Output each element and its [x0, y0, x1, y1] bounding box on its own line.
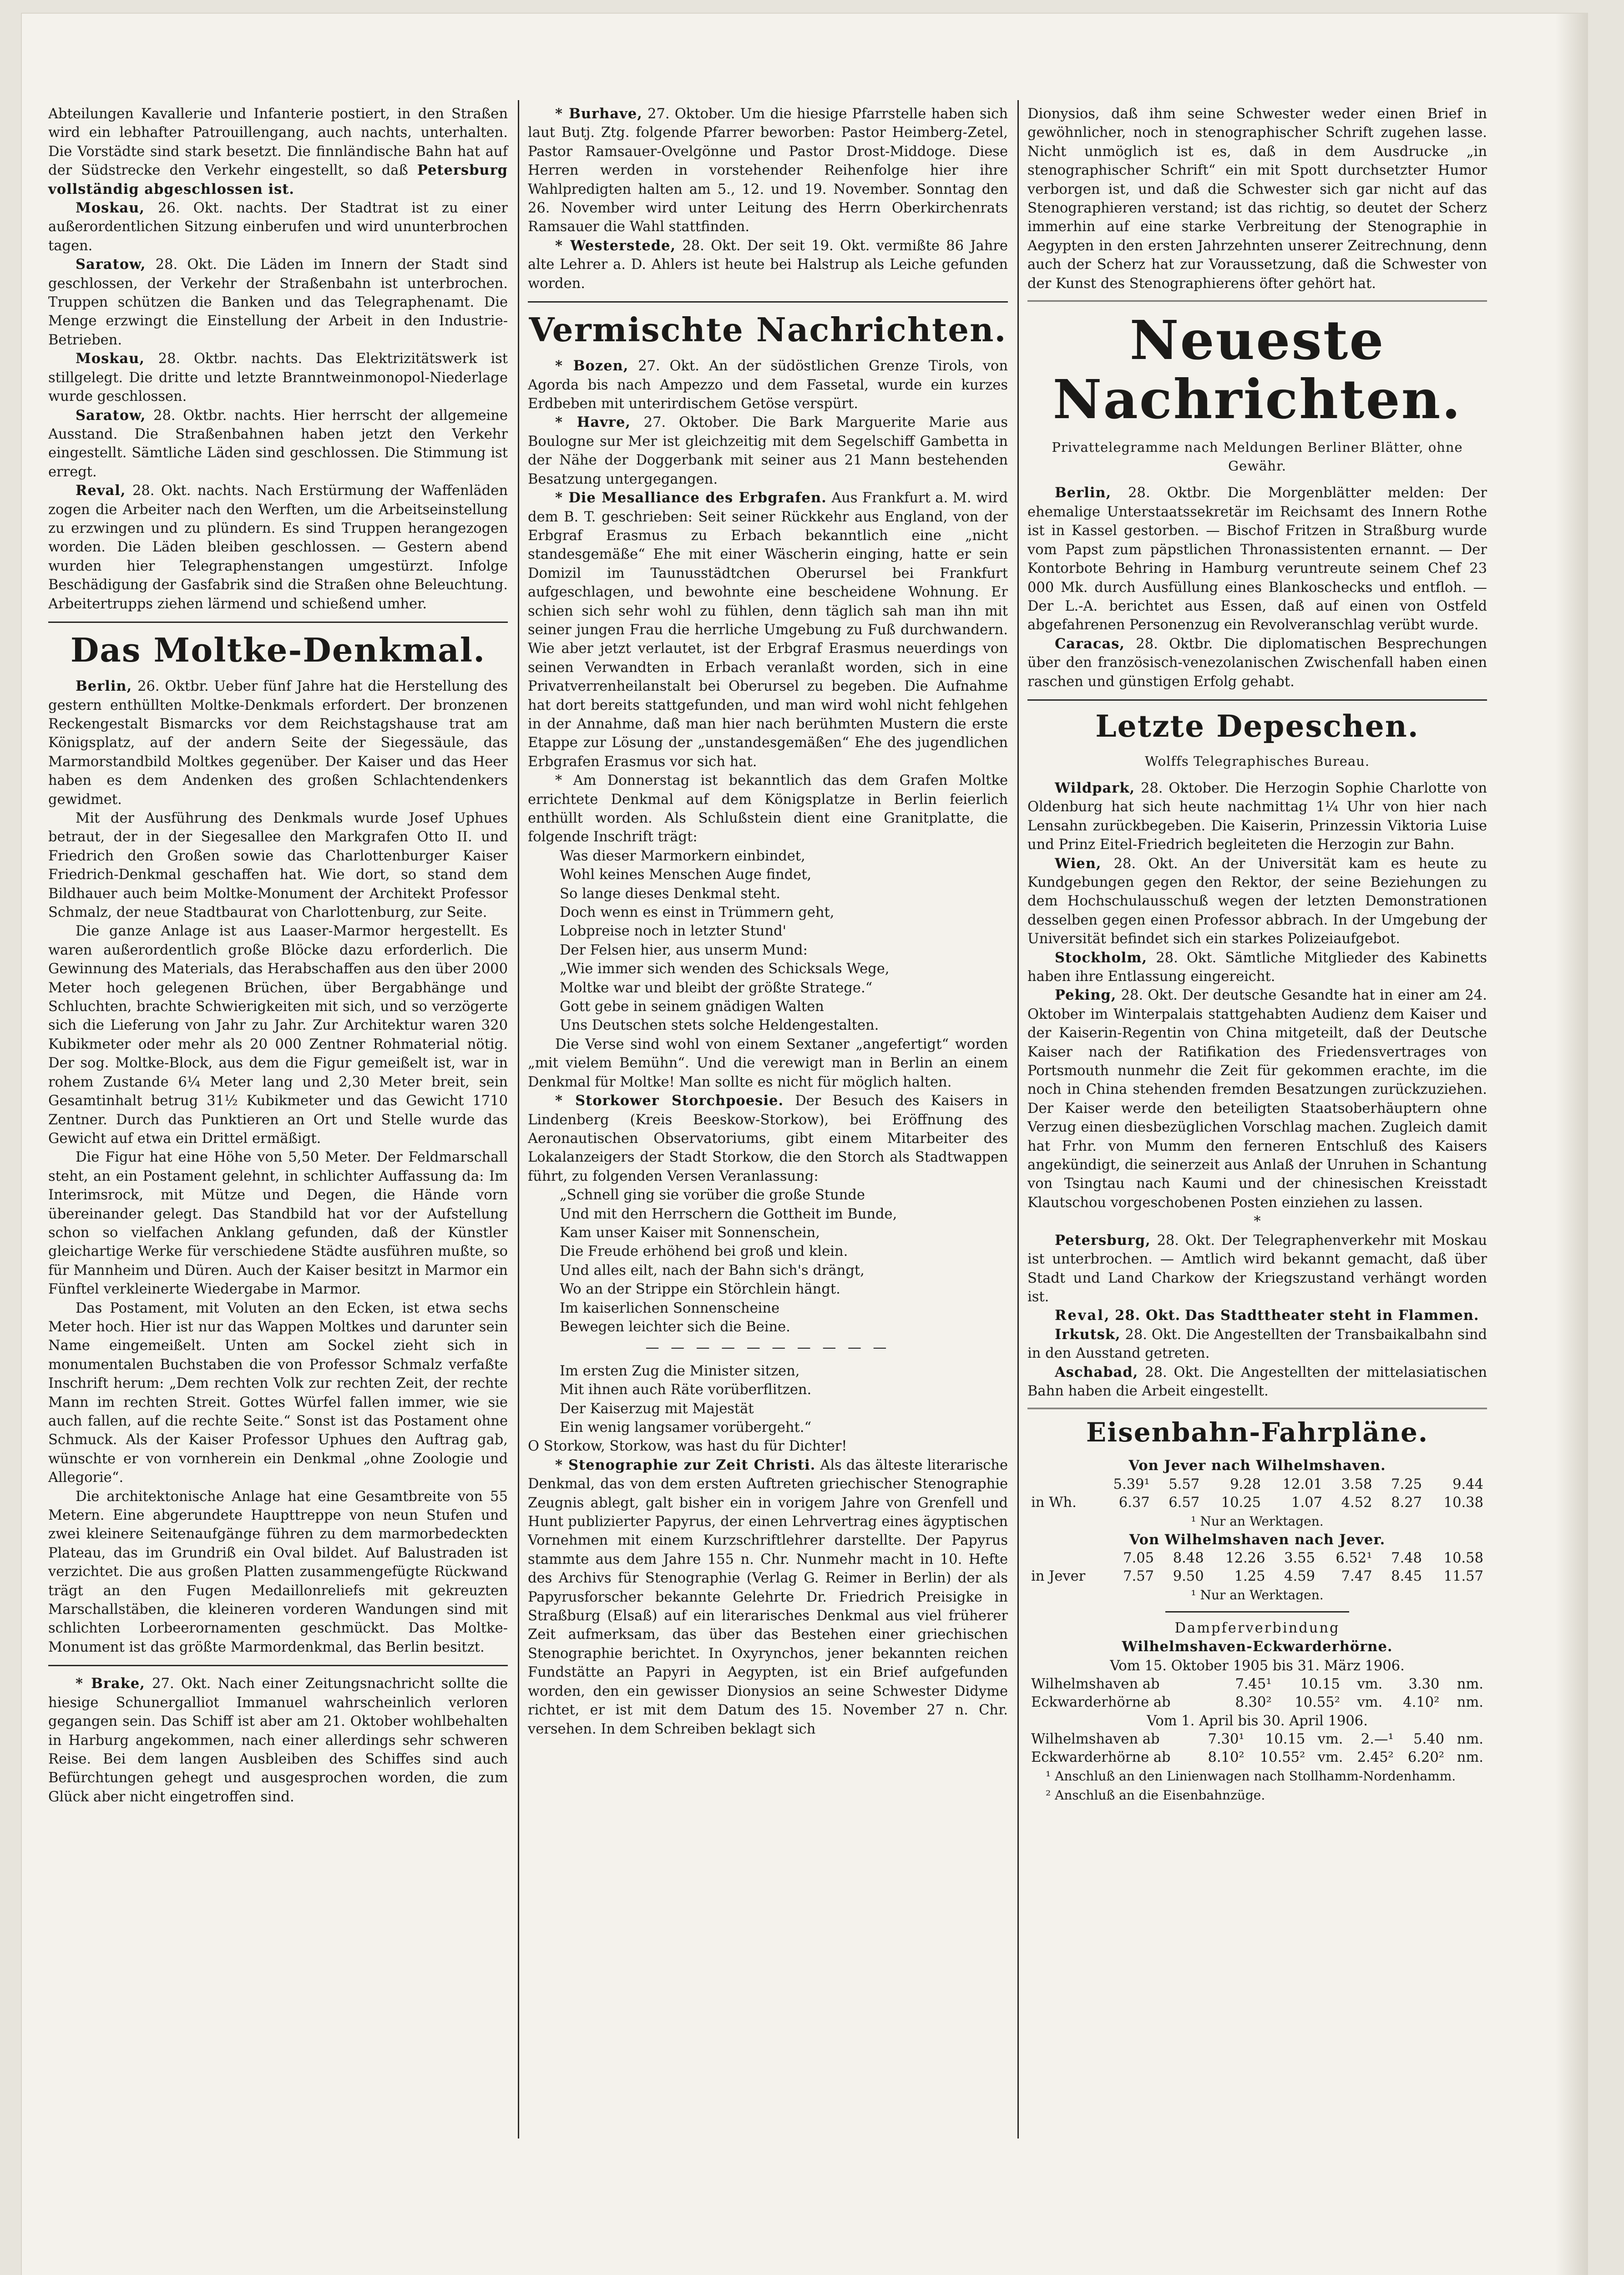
poem-line: Moltke war und bleibt der größte Stratege.“	[560, 980, 873, 996]
ferry-table-2	[1027, 1730, 1487, 1767]
news-stockholm: Stockholm, 28. Okt. Sämtliche Mitglieder des Kabinetts haben ihre Entlassung eingereicht.	[1027, 949, 1487, 985]
stenographie-continuation: Dionysios, daß ihm seine Schwester weder einen Brief in gewöhnlicher, noch in stenographischer Schrift zugehen lasse. Nicht unmöglich ist es, daß in dem Ausdrucke „in stenographischer Schrift“ ein mit Spott durchsetzter Humor verborgen ist, und daß die Schwester sich gar nicht auf das Stenographieren verstand; ist das richtig, so deutet der Scherz immerhin auf eine starke Verbreitung der Stenographie in Aegypten in den ersten Jahrzehnten unserer Zeitrechnung, denn auch der Scherz hat zur Voraussetzung, daß die Schwester von der Kunst des Stenographierens öfter gehört hat.	[1027, 106, 1487, 292]
timetable-cell: 8.27	[1391, 1494, 1422, 1511]
news-wildpark: Wildpark, 28. Oktober. Die Herzogin Sophie Charlotte von Oldenburg hat sich heute nachmittag 1¼ Uhr von hier nach Lensahn zurückbegeben. Die Kaiserin, Prinzessin Viktoria Luise und Prinz Eitel-Friedrich begleiteten die Herzogin zur Bahn.	[1027, 779, 1487, 853]
poem-line: Lobpreise noch in letzter Stund'	[560, 923, 787, 940]
news-bozen: * Bozen, 27. Okt. An der südöstlichen Grenze Tirols, von Agorda bis nach Ampezzo und dem Fassetal, wurde ein kurzes Erdbeben mit unterirdischem Getöse verspürt.	[528, 358, 1008, 412]
heading-letzte-depeschen: Letzte Depeschen.	[1095, 708, 1419, 744]
article-stenographie: * Stenographie zur Zeit Christi. Als das älteste literarische Denkmal, das von dem ersten Auftreten griechischer Stenographie Zeugnis ablegt, galt bisher ein in vorigem Jahre von Grenfell und Hunt publizierter Papyrus, der einen Lehrvertrag eines ägyptischen Vornehmen mit einem Kurzschriftlehrer darstellte. Der Papyrus stammte aus dem Jahre 155 n. Chr. Nunmehr macht in 10. Hefte des Archivs für Stenographie (Verlag G. Reimer in Berlin) der als Papyrusforscher bekannte Gelehrte Dr. Friedrich Preisigke in Straßburg (Elsaß) auf ein literarisches Denkmal aus viel früherer Zeit aufmerksam, das über das Bestehen einer griechischen Stenographie berichtet. In Oxyrynchos, jener bekannten reichen Fundstätte an Papyri in Aegypten, ist ein Brief aufgefunden worden, den ein gewisser Dionysios an seine Schwester Didyme richtet, er ist mit dem Datum des 15. November 27 n. Chr. versehen. In dem Schreiben beklagt sich	[528, 1456, 1008, 1737]
poem-line: Und mit den Herrschern die Gottheit im Bunde,	[560, 1206, 897, 1222]
ferry-table-1	[1027, 1675, 1487, 1712]
poem-line: „Wie immer sich wenden des Schicksals Wege,	[560, 961, 890, 977]
timetable-cell: nm.	[1457, 1676, 1483, 1692]
poem-line: So lange dieses Denkmal steht.	[560, 885, 780, 902]
news-wien: Wien, 28. Okt. An der Universität kam es heute zu Kundgebungen gegen den Rektor, der seine Beziehungen zu dem Hochschulausschuß wegen der letzten Demonstrationen desselben gegen einen Professor abbrach. In der Umgebung der Universität befindet sich ein starkes Polizeiaufgebot.	[1027, 855, 1487, 947]
timetable-cell: 7.57	[1123, 1568, 1154, 1585]
timetable-cell: 2.—¹	[1361, 1731, 1394, 1748]
divider	[1027, 699, 1487, 701]
timetable-cell: nm.	[1457, 1694, 1483, 1710]
timetable-cell: 5.57	[1169, 1476, 1200, 1492]
period-2: Vom 1. April bis 30. April 1906.	[1147, 1713, 1368, 1729]
poem-line: Und alles eilt, nach der Bahn sich's drängt,	[560, 1262, 865, 1279]
timetable-cell: vm.	[1317, 1749, 1343, 1766]
timetable-cell: 10.38	[1443, 1494, 1483, 1511]
news-aschabad: Aschabad, 28. Okt. Die Angestellten der mittelasiatischen Bahn haben die Arbeit eingestellt.	[1027, 1364, 1487, 1399]
heading-fahrplaene: Eisenbahn-Fahrpläne.	[1086, 1417, 1429, 1448]
poem-line: Der Felsen hier, aus unserm Mund:	[560, 942, 808, 958]
section-asterisk: *	[1254, 1213, 1261, 1230]
timetable-jever	[1027, 1476, 1487, 1512]
timetable-cell: 7.48	[1391, 1550, 1422, 1567]
timetable-cell: Wilhelmshaven ab	[1031, 1676, 1160, 1692]
news-berlin: Berlin, 28. Oktbr. Die Morgenblätter melden: Der ehemalige Unterstaatssekretär im Reichsamt des Innern Rothe ist in Kassel gestorben. — Bischof Fritzen in Straßburg wurde vom Papst zum päpstlichen Thronassistenten ernannt. — Der Kontorbote Behring in Hamburg veruntreute seinem Chef 23 000 Mk. durch Ausfüllung eines Blankoschecks und entfloh. — Der L.-A. berichtet aus Essen, daß auf einen von Ostfeld abgefahrenen Personenzug ein Revolveranschlag verübt wurde.	[1027, 485, 1487, 633]
timetable-cell: 5.39¹	[1113, 1476, 1150, 1492]
divider	[1165, 1611, 1349, 1613]
timetable-cell: 8.10²	[1208, 1749, 1245, 1766]
timetable-cell: 1.07	[1291, 1494, 1322, 1511]
timetable-cell: 1.25	[1234, 1568, 1265, 1585]
heading-moltke-denkmal: Das Moltke-Denkmal.	[70, 630, 486, 669]
article-moltke-inscription: * Am Donnerstag ist bekanntlich das dem Grafen Moltke errichtete Denkmal auf dem Königsplatze in Berlin feierlich enthüllt worden. Als Schlußstein dient eine Granitplatte, die folgende Inschrift trägt:	[528, 773, 1008, 845]
route-eckwarderhoerne: Wilhelmshaven-Eckwarderhörne.	[1122, 1638, 1393, 1655]
poem-storkow-1	[528, 1186, 1008, 1336]
timetable-cell: 10.25	[1221, 1494, 1261, 1511]
subheading-wolffs: Wolffs Telegraphisches Bureau.	[1144, 753, 1370, 769]
moltke-paragraph-6: Die architektonische Anlage hat eine Gesamtbreite von 55 Metern. Eine abgerundete Haupttreppe von neun Stufen und zwei kleinere Seitenaufgänge führen zu dem marmorbedeckten Plateau, das im Grundriß ein Oval bildet. Auf Balustraden ist verzichtet. Die aus großen Platten zusammengefügte Rückwand trägt an den Fugen Medaillonreliefs mit gekreuzten Marschallstäben, die kleineren vorderen Wandungen sind mit schlichten Lorbeerornamenten geschmückt. Das Moltke-Monument ist das größte Marmordenkmal, das Berlin besitzt.	[48, 1488, 508, 1655]
timetable-cell: 7.25	[1391, 1476, 1422, 1492]
news-westerstede: * Westerstede, 28. Okt. Der seit 19. Okt. vermißte 86 Jahre alte Lehrer a. D. Ahlers ist heute bei Halstrup als Leiche gefunden worden.	[528, 237, 1008, 292]
timetable-cell: 10.55²	[1260, 1749, 1305, 1766]
news-havre: * Havre, 27. Oktober. Die Bark Marguerite Marie aus Boulogne sur Mer ist gleichzeitig mit dem Segelschiff Gambetta in der Nähe der Doggerbank mit seiner aus 21 Mann bestehenden Besatzung untergegangen.	[528, 414, 1008, 487]
poem-line: Doch wenn es einst in Trümmern geht,	[560, 905, 835, 921]
timetable-cell: in Wh.	[1031, 1494, 1077, 1511]
timetable-cell: 8.48	[1173, 1550, 1204, 1567]
timetable-cell: 9.44	[1452, 1476, 1483, 1492]
subheading-privattelegramme: Privattelegramme nach Meldungen Berliner Blätter, ohne Gewähr.	[1052, 439, 1463, 474]
news-reval: Reval, 28. Okt. nachts. Nach Erstürmung der Waffenläden zogen die Arbeiter nach den Werften, um die Arbeitseinstellung zu erzwingen und zu plündern. Es sind Truppen herangezogen worden. Die Läden bleiben geschlossen. — Gestern abend wurden hier Telegraphenstangen umgestürzt. Infolge Beschädigung der Gasfabrik sind die Straßen ohne Beleuchtung. Arbeitertrupps ziehen lärmend und schießend umher.	[48, 482, 508, 612]
news-peking: Peking, 28. Okt. Der deutsche Gesandte hat in einer am 24. Oktober im Winterpalais stattgehabten Audienz dem Kaiser und der Kaiserin-Regentin von China mitgeteilt, daß der Deutsche Kaiser nach der Ratifikation des Friedensvertrages von Portsmouth nunmehr die Zeit für gekommen erachte, im die noch in China stehenden fremden Besatzungen zurückzuziehen. Der Kaiser werde den beteiligten Staatsoberhäuptern ohne Verzug einen diesbezüglichen Vorschlag machen. Zugleich damit hat Frhr. von Mumm den ferneren Entschluß des Kaisers angekündigt, die seinerzeit aus Anlaß der Unruhen in Schantung von Tsingtau nach Kaumi und der chinesischen Kreisstadt Klautschou vorgeschobenen Posten einziehen zu lassen.	[1027, 987, 1487, 1211]
timetable-cell: vm.	[1357, 1676, 1383, 1692]
timetable-cell: nm.	[1457, 1731, 1483, 1748]
timetable-cell: 2.45²	[1357, 1749, 1394, 1766]
poem-line: Uns Deutschen stets solche Heldengestalten.	[560, 1017, 879, 1034]
timetable-cell: Eckwarderhörne ab	[1031, 1749, 1171, 1766]
moltke-paragraph-2: Mit der Ausführung des Denkmals wurde Josef Uphues betraut, der in der Siegesallee den Markgrafen Otto II. und Friedrich den Großen sowie das Charlottenburger Kaiser Friedrich-Denkmal geschaffen hat. Wie dort, so stand dem Bildhauer auch beim Moltke-Monument der Architekt Professor Schmalz, der neue Stadtbaurat von Charlottenburg, zur Seite.	[48, 810, 508, 921]
poem-line: Kam unser Kaiser mit Sonnenschein,	[560, 1224, 820, 1241]
poem-line: Wohl keines Menschen Auge findet,	[560, 867, 812, 883]
poem-separator: — — — — — — — — — —	[645, 1340, 890, 1356]
poem-line: Gott gebe in seinem gnädigen Walten	[560, 999, 824, 1015]
timetable-cell: 3.55	[1284, 1550, 1315, 1567]
storkow-closing: O Storkow, Storkow, was hast du für Dichter!	[528, 1438, 847, 1455]
timetable-cell: 10.15	[1265, 1731, 1305, 1748]
timetable-cell: vm.	[1357, 1694, 1383, 1710]
poem-line: Der Kaiserzug mit Majestät	[560, 1400, 754, 1417]
news-burhave: * Burhave, 27. Oktober. Um die hiesige Pfarrstelle haben sich laut Butj. Ztg. folgende Pfarrer beworben: Pastor Heimberg-Zetel, Pastor Ramsauer-Ovelgönne und Pastor Drost-Middoge. Diese Herren werden in vorstehender Reihenfolge hier ihre Wahlpredigten halten am 5., 12. und 19. November. Sonntag den 26. November wird unter Leitung des Herrn Oberkirchenrats Ramsauer die Wahl stattfinden.	[528, 106, 1008, 235]
news-brake: * Brake, 27. Okt. Nach einer Zeitungsnachricht sollte die hiesige Schunergalliot Immanuel wahrscheinlich verloren gegangen sein. Das Schiff ist aber am 21. Oktober wohlbehalten in Harburg angekommen, nach einer allerdings sehr schweren Reise. Bei dem langen Ausbleiben des Schiffes sind auch Befürchtungen gehegt und ausgesprochen worden, die zum Glück aber nicht eingetroffen sind.	[48, 1675, 508, 1805]
moltke-paragraph-1: Berlin, 26. Oktbr. Ueber fünf Jahre hat die Herstellung des gestern enthüllten Moltke-Denkmals erfordert. Der bronzenen Reckengestalt Bismarcks vor dem Reichstagshause trat am Königsplatz, auf der andern Seite der Siegessäule, das Marmorstandbild Moltkes gegenüber. Der Kaiser und das Heer haben es dem Andenken des großen Schlachtendenkers gewidmet.	[48, 678, 508, 808]
timetable-cell: Eckwarderhörne ab	[1031, 1694, 1171, 1710]
article-storkow: * Storkower Storchpoesie. Der Besuch des Kaisers in Lindenberg (Kreis Beeskow-Storkow), bei Eröffnung des Aeronautischen Observatoriums, gibt einem Mitarbeiter des Lokalanzeigers der Stadt Storkow, die den Storch als Stadtwappen führt, zu folgenden Versen Veranlassung:	[528, 1092, 1008, 1184]
page-edge	[1555, 14, 1587, 2275]
timetable-cell: 5.40	[1413, 1731, 1444, 1748]
article-mesalliance: * Die Mesalliance des Erbgrafen. Aus Frankfurt a. M. wird dem B. T. geschrieben: Seit seiner Rückkehr aus England, von der Erbgraf Erasmus zu Erbach bekanntlich eine „nicht standesgemäße“ Ehe mit einer Wäscherin einging, hatte er sein Domizil im Taunusstädtchen Oberursel bei Frankfurt aufgeschlagen, und bewohnte eine bescheidene Wohnung. Er schien sich sehr wohl zu fühlen, denn täglich sah man ihn mit seiner jungen Frau die herrliche Umgebung zu Fuß durchwandern. Wie aber jetzt verlautet, ist der Erbgraf Erasmus neuerdings von seinen Verwandten in Erbach veranlaßt worden, sich in eine Privatverrenheilanstalt bei Oberursel zu begeben. Die Aufnahme hat dort bereits stattgefunden, und man wird wohl nicht fehlgehen in der Annahme, daß man hier nach berühmten Mustern die erste Etappe zur Lösung der „unstandesgemäßen“ Ehe des jugendlichen Erbgrafen Erasmus vor sich hat.	[528, 490, 1008, 770]
article-continuation: Abteilungen Kavallerie und Infanterie postiert, in den Straßen wird ein lebhafter Patrouillengang, auch nachts, unterhalten. Die Vorstädte sind stark besetzt. Die finnländische Bahn hat auf der Südstrecke den Verkehr eingestellt, so daß Petersburg vollständig abgeschlossen ist.	[48, 106, 508, 197]
poem-inscription	[528, 847, 1008, 1035]
timetable-cell	[1027, 1476, 1096, 1494]
ferry-note-2: ² Anschluß an die Eisenbahnzüge.	[1046, 1787, 1265, 1803]
heading-vermischte-nachrichten: Vermischte Nachrichten.	[529, 310, 1007, 349]
column-rule-1	[518, 100, 519, 2138]
timetable-cell: in Jever	[1031, 1568, 1086, 1585]
poem-line: Mit ihnen auch Räte vorüberflitzen.	[560, 1382, 812, 1398]
moltke-paragraph-4: Die Figur hat eine Höhe von 5,50 Meter. Der Feldmarschall steht, an ein Postament gelehnt, in schlichter Auffassung da: Im Interimsrock, mit Mütze und Degen, die Hände vorn übereinander gelegt. Das Standbild hat vor der Aufstellung schon so vielfachen Anklang gefunden, daß der Künstler gleichartige Werke für verschiedene Städte ausführen mußte, so für Mannheim und Düren. Auch der Kaiser besitzt in Marmor ein Fünftel verkleinerte Wiedergabe in Marmor.	[48, 1149, 508, 1298]
timetable-cell: 9.50	[1173, 1568, 1204, 1585]
timetable-cell: 6.52¹	[1336, 1550, 1372, 1567]
column-1	[48, 105, 508, 1806]
timetable-note: ¹ Nur an Werktagen.	[1191, 1587, 1324, 1603]
divider	[1027, 300, 1487, 302]
timetable-cell: 8.45	[1391, 1568, 1422, 1585]
moltke-paragraph-5: Das Postament, mit Voluten an den Ecken, ist etwa sechs Meter hoch. Hier ist nur das Wappen Moltkes und darunter sein Name eingemeißelt. Unten am Sockel zieht sich in monumentalen Buchstaben die von Professor Schmalz verfaßte Inschrift herum: „Dem rechten Volk zur rechten Zeit, der rechte Mann im rechten Streit. Gottes Würfel fallen immer, wie sie auch fallen, auf die rechte Seite.“ Sonst ist das Postament ohne Schmuck. Als der Kaiser Professor Uphues den Auftrag gab, wünschte er von vornherein ein Denkmal „ohne Zoologie und Allegorie“.	[48, 1300, 508, 1486]
poem-line: Die Freude erhöhend bei groß und klein.	[560, 1244, 848, 1260]
timetable-cell: 4.52	[1341, 1494, 1372, 1511]
news-saratow-1: Saratow, 28. Okt. Die Läden im Innern der Stadt sind geschlossen, der Verkehr der Straßenbahn ist unterbrochen. Truppen schützen die Banken und das Telegraphenamt. Die Menge erzwingt die Einstellung der Arbeit in den Industrie-Betrieben.	[48, 256, 508, 348]
news-moskau-1: Moskau, 26. Okt. nachts. Der Stadtrat ist zu einer außerordentlichen Sitzung einberufen und wird ununterbrochen tagen.	[48, 200, 508, 254]
poem-line: Ein wenig langsamer vorübergeht.“	[560, 1420, 812, 1436]
timetable-cell: 10.15	[1300, 1676, 1340, 1692]
timetable-cell: nm.	[1457, 1749, 1483, 1766]
timetable-cell: 4.10²	[1403, 1694, 1440, 1710]
moltke-paragraph-3: Die ganze Anlage ist aus Laaser-Marmor hergestellt. Es waren außerordentlich große Blöcke dazu erforderlich. Die Gewinnung des Materials, das Herabschaffen aus den über 2000 Meter hoch gelegenen Brüchen, über Bergabhänge und Schluchten, brachte Schwierigkeiten mit sich, und so verzögerte sich die Lieferung von Jahr zu Jahr. Zur Architektur waren 320 Kubikmeter oder mehr als 20 000 Zentner Rohmaterial nötig. Der sog. Moltke-Block, aus dem die Figur gemeißelt ist, war in rohem Zustande 6¼ Meter lang und 2,30 Meter breit, sein Gesamtinhalt betrug 31½ Kubikmeter und das Gewicht 1710 Zentner. Durch das Punktieren an Ort und Stelle wurde das Gewicht auf etwa ein Drittel ermäßigt.	[48, 923, 508, 1147]
heading-dampferverbindung: Dampferverbindung	[1174, 1620, 1340, 1636]
heading-neueste-nachrichten: Neueste Nachrichten.	[1052, 308, 1462, 431]
timetable-cell: vm.	[1317, 1731, 1343, 1748]
divider	[48, 1665, 508, 1666]
poem-line: Im kaiserlichen Sonnenscheine	[560, 1300, 780, 1316]
timetable-cell: 9.28	[1230, 1476, 1261, 1492]
timetable-cell: 7.05	[1123, 1550, 1154, 1567]
timetable-cell: 7.45¹	[1235, 1676, 1272, 1692]
column-rule-2	[1017, 100, 1019, 2138]
poem-storkow-2	[528, 1362, 1008, 1437]
news-irkutsk: Irkutsk, 28. Okt. Die Angestellten der Transbaikalbahn sind in den Ausstand getreten.	[1027, 1326, 1487, 1362]
timetable-cell: 3.58	[1341, 1476, 1372, 1492]
news-saratow-2: Saratow, 28. Oktbr. nachts. Hier herrscht der allgemeine Ausstand. Die Straßenbahnen haben jetzt den Verkehr eingestellt. Sämtliche Läden sind geschlossen. Die Stimmung ist erregt.	[48, 407, 508, 480]
timetable-cell: 4.59	[1284, 1568, 1315, 1585]
poem-line: „Schnell ging sie vorüber die große Stunde	[560, 1187, 865, 1203]
timetable-cell: 12.01	[1282, 1476, 1322, 1492]
divider	[48, 622, 508, 623]
route-jever-wilhelmshaven: Von Jever nach Wilhelmshaven.	[1128, 1457, 1386, 1474]
divider	[1027, 1408, 1487, 1409]
timetable-wilhelmshaven	[1027, 1549, 1487, 1586]
timetable-cell: 6.37	[1118, 1494, 1150, 1511]
timetable-cell: 7.47	[1341, 1568, 1372, 1585]
column-2	[528, 105, 1008, 1739]
article-verse-comment: Die Verse sind wohl von einem Sextaner „angefertigt“ worden „mit vielem Bemühn“. Und die verewigt man in Berlin an einem Denkmal für Moltke! Man sollte es nicht für möglich halten.	[528, 1036, 1008, 1090]
period-1: Vom 15. Oktober 1905 bis 31. März 1906.	[1110, 1658, 1405, 1674]
poem-line: Bewegen leichter sich die Beine.	[560, 1319, 790, 1335]
timetable-cell: 3.30	[1408, 1676, 1440, 1692]
news-petersburg: Petersburg, 28. Okt. Der Telegraphenverkehr mit Moskau ist unterbrochen. — Amtlich wird bekannt gemacht, daß über Stadt und Land Charkow der Kriegszustand verhängt worden ist.	[1027, 1232, 1487, 1305]
news-caracas: Caracas, 28. Oktbr. Die diplomatischen Besprechungen über den französisch-venezolanischen Zwischenfall haben einen raschen und günstigen Erfolg gehabt.	[1027, 635, 1487, 690]
ferry-note-1: ¹ Anschluß an den Linienwagen nach Stollhamm-Nordenhamm.	[1046, 1769, 1456, 1784]
poem-line: Was dieser Marmorkern einbindet,	[560, 848, 805, 864]
timetable-note: ¹ Nur an Werktagen.	[1191, 1513, 1324, 1529]
timetable-cell	[1027, 1549, 1108, 1567]
timetable-cell: 7.30¹	[1208, 1731, 1245, 1748]
timetable-cell: 8.30²	[1235, 1694, 1272, 1710]
timetable-cell: 10.58	[1443, 1550, 1483, 1567]
news-moskau-2: Moskau, 28. Oktbr. nachts. Das Elektrizitätswerk ist stillgelegt. Die dritte und letzte Branntweinmonopol-Niederlage wurde geschlossen.	[48, 350, 508, 405]
column-3	[1027, 105, 1487, 1805]
timetable-cell: 12.26	[1225, 1550, 1265, 1567]
timetable-cell: Wilhelmshaven ab	[1031, 1731, 1160, 1748]
route-wilhelmshaven-jever: Von Wilhelmshaven nach Jever.	[1129, 1531, 1386, 1548]
poem-line: Im ersten Zug die Minister sitzen,	[560, 1363, 800, 1379]
newspaper-page	[22, 14, 1587, 2275]
timetable-cell: 10.55²	[1295, 1694, 1340, 1710]
news-reval-theater: Reval, 28. Okt. Das Stadttheater steht in Flammen.	[1055, 1307, 1479, 1324]
timetable-cell: 11.57	[1443, 1568, 1483, 1585]
timetable-cell: 6.57	[1169, 1494, 1200, 1511]
timetable-cell: 6.20²	[1407, 1749, 1444, 1766]
divider	[528, 301, 1008, 303]
poem-line: Wo an der Strippe ein Störchlein hängt.	[560, 1281, 840, 1298]
